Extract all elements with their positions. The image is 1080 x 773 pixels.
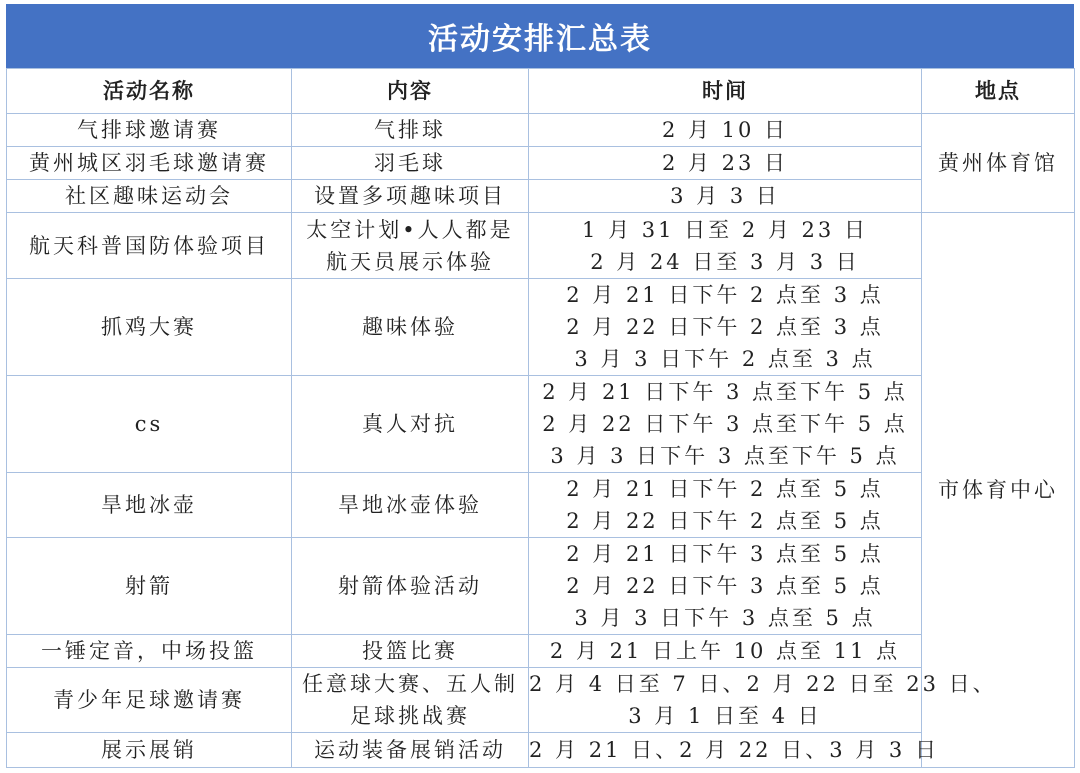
content-cell: [292, 147, 529, 180]
time-cell: [529, 538, 922, 635]
time-cell: [529, 733, 939, 768]
activity-name-cell: 展示展销: [7, 733, 292, 768]
time-cell-line: 2 月 23 日: [661, 151, 789, 175]
time-cell: [529, 376, 922, 473]
content-cell-line: 任意球大赛、五人制: [302, 672, 518, 696]
activity-name-cell: 旱地冰壶: [7, 473, 292, 538]
content-cell-line: 气排球: [374, 118, 446, 142]
time-cell-line: 3 月 3 日下午 3 点至下午 5 点: [550, 444, 900, 468]
table-title: 活动安排汇总表: [6, 4, 1074, 68]
activity-name-cell: 气排球邀请赛: [7, 114, 292, 147]
activity-name-cell: 社区趣味运动会: [7, 180, 292, 213]
content-cell: [292, 376, 529, 473]
content-cell-line: 趣味体验: [362, 315, 458, 339]
time-cell-line: 2 月 21 日下午 3 点至 5 点: [566, 542, 884, 566]
activity-name-cell: 航天科普国防体验项目: [7, 213, 292, 279]
time-cell: [529, 114, 922, 147]
table-row: [7, 733, 1075, 768]
content-cell-line: 投篮比赛: [362, 639, 458, 663]
activity-name-cell: cs: [7, 376, 292, 473]
time-cell-line: 2 月 22 日下午 3 点至下午 5 点: [542, 412, 908, 436]
time-cell-line: 2 月 22 日下午 2 点至 5 点: [566, 509, 884, 533]
time-cell-line: 3 月 1 日至 4 日: [628, 704, 822, 728]
content-cell-line: 旱地冰壶体验: [338, 493, 482, 517]
time-cell-line: 3 月 3 日下午 3 点至 5 点: [574, 606, 876, 630]
content-cell: [292, 538, 529, 635]
content-cell: [292, 668, 529, 733]
table-row: [7, 279, 1075, 376]
schedule-table: [6, 68, 1075, 768]
time-cell-line: 1 月 31 日至 2 月 23 日: [582, 217, 868, 242]
content-cell: [292, 635, 529, 668]
content-cell-line: 真人对抗: [362, 412, 458, 436]
header-location: 地点: [922, 69, 1075, 114]
activity-name-cell: 青少年足球邀请赛: [7, 668, 292, 733]
content-cell: [292, 213, 529, 279]
content-cell-line: 足球挑战赛: [350, 704, 470, 728]
time-cell-line: 2 月 21 日上午 10 点至 11 点: [549, 639, 901, 663]
time-cell-line: 2 月 22 日下午 3 点至 5 点: [566, 574, 884, 598]
activity-name-cell: 黄州城区羽毛球邀请赛: [7, 147, 292, 180]
time-cell: [529, 635, 922, 668]
table-row: [7, 180, 1075, 213]
content-cell: [292, 114, 529, 147]
header-time: 时间: [529, 69, 922, 114]
table-row: [7, 147, 1075, 180]
time-cell: [529, 668, 997, 733]
time-cell: [529, 180, 922, 213]
time-cell-line: 2 月 21 日、2 月 22 日、3 月 3 日: [529, 738, 939, 762]
time-cell-line: 3 月 3 日下午 2 点至 3 点: [574, 347, 876, 371]
table-row: [7, 213, 1075, 279]
location-cell: 黄州体育馆: [922, 114, 1075, 213]
time-cell-line: 2 月 21 日下午 2 点至 5 点: [566, 477, 884, 501]
table-row: [7, 473, 1075, 538]
content-cell: [292, 733, 529, 768]
activity-name-cell: 一锤定音，中场投篮: [7, 635, 292, 668]
header-activity-name: 活动名称: [7, 69, 292, 114]
location-cell: 市体育中心: [922, 213, 1075, 768]
content-cell-line: 射箭体验活动: [338, 574, 482, 598]
table-body: [7, 114, 1075, 768]
time-cell-line: 2 月 10 日: [661, 118, 789, 142]
content-cell-line: 运动装备展销活动: [314, 738, 506, 762]
activity-name-cell: 抓鸡大赛: [7, 279, 292, 376]
time-cell-line: 2 月 4 日至 7 日、2 月 22 日至 23 日、: [529, 672, 997, 696]
content-cell: [292, 473, 529, 538]
header-row: [7, 69, 1075, 114]
content-cell: [292, 180, 529, 213]
time-cell-line: 2 月 21 日下午 3 点至下午 5 点: [542, 380, 908, 404]
content-cell-line: 太空计划•人人都是: [306, 217, 514, 242]
content-cell-line: 羽毛球: [374, 151, 446, 175]
time-cell: [529, 279, 922, 376]
table-row: [7, 114, 1075, 147]
time-cell-line: 2 月 24 日至 3 月 3 日: [590, 249, 860, 274]
table-row: [7, 635, 1075, 668]
content-cell: [292, 279, 529, 376]
activity-name-cell: 射箭: [7, 538, 292, 635]
time-cell: [529, 213, 922, 279]
time-cell: [529, 147, 922, 180]
time-cell-line: 2 月 21 日下午 2 点至 3 点: [566, 283, 884, 307]
header-content: 内容: [292, 69, 529, 114]
table-row: [7, 668, 1075, 733]
content-cell-line: 航天员展示体验: [326, 249, 494, 274]
schedule-sheet: [6, 4, 1074, 768]
table-row: [7, 538, 1075, 635]
table-row: [7, 376, 1075, 473]
time-cell-line: 2 月 22 日下午 2 点至 3 点: [566, 315, 884, 339]
time-cell-line: 3 月 3 日: [670, 184, 780, 208]
content-cell-line: 设置多项趣味项目: [314, 184, 506, 208]
time-cell: [529, 473, 922, 538]
